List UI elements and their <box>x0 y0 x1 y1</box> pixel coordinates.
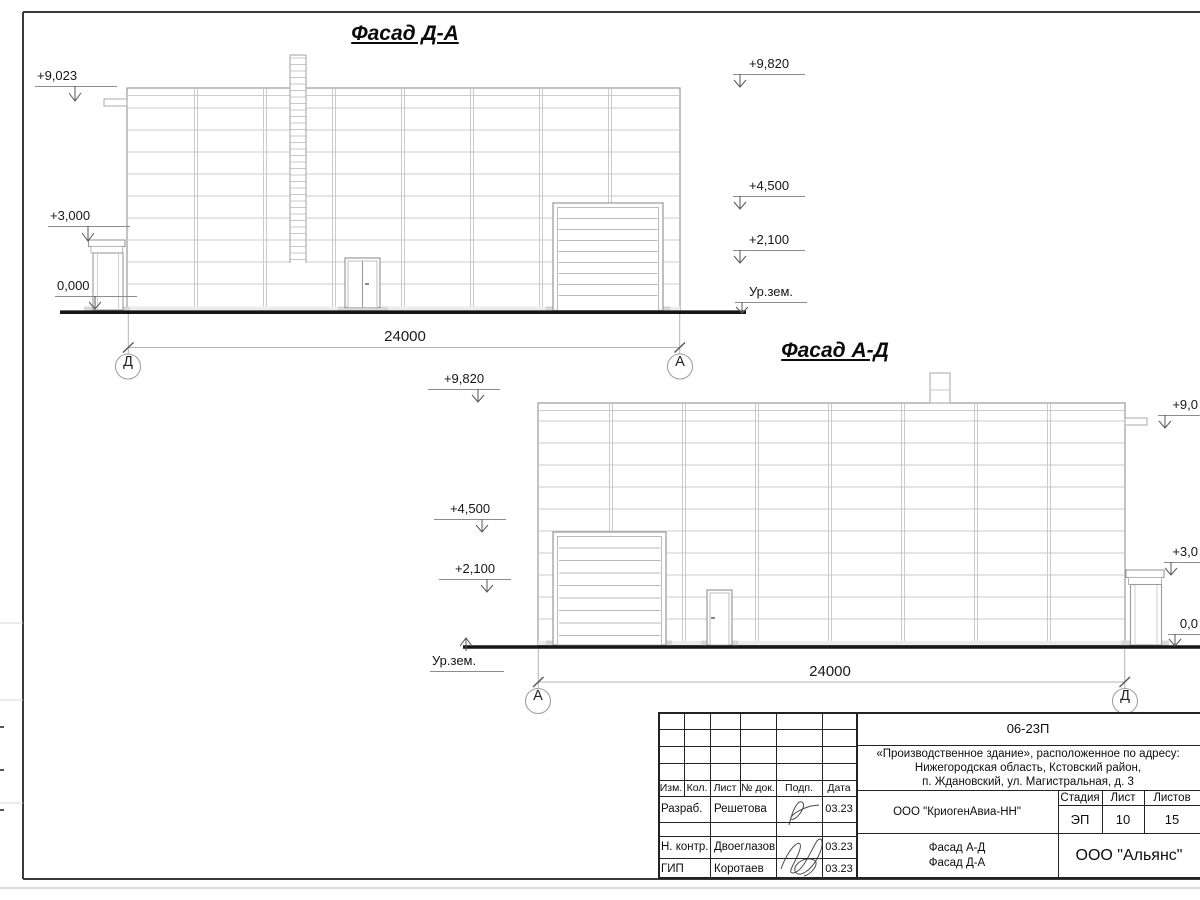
title-block-line <box>658 763 856 764</box>
role-gip: ГИП <box>661 862 684 875</box>
elevation-mark <box>428 369 500 390</box>
level-arrow-icon <box>1158 415 1172 429</box>
elevation-mark <box>55 276 137 297</box>
elevation-mark <box>1164 542 1200 563</box>
level-arrow-icon <box>480 579 494 593</box>
elevation-mark <box>430 651 504 672</box>
axis-marker-a: А <box>533 688 543 704</box>
title-block-line <box>658 746 856 747</box>
dimension-label: 24000 <box>809 663 851 680</box>
col-header-izm: Изм. <box>659 782 683 794</box>
entrance-door <box>707 590 732 645</box>
elevation-mark <box>35 66 117 87</box>
stage-label: Стадия <box>1060 791 1100 804</box>
project-address-line1: «Производственное здание», расположенное по адресу: <box>876 748 1180 760</box>
elevation-mark <box>434 499 506 520</box>
elevation-value: +2,100 <box>454 561 496 576</box>
project-address-line2: Нижегородская область, Кстовский район, <box>914 762 1142 774</box>
elevation-value: +9,023 <box>37 68 78 83</box>
elevation-mark <box>439 559 511 580</box>
level-arrow-icon <box>733 74 747 88</box>
elevation-mark <box>733 230 805 251</box>
garage-door <box>553 532 666 645</box>
elevation-value: +9,0 <box>1172 397 1198 412</box>
elevation-value: Ур.зем. <box>748 284 794 299</box>
elevation-value: 0,0 <box>1179 616 1198 631</box>
project-code: 06-23П <box>1006 721 1050 736</box>
facade-da-title: Фасад Д-А <box>351 22 459 45</box>
design-company: ООО "КриогенАвиа-НН" <box>893 805 1021 818</box>
elevation-mark <box>735 282 807 303</box>
project-address <box>856 745 1200 792</box>
ladder-body <box>290 55 306 263</box>
title-block-line <box>658 729 856 730</box>
drawing-name <box>856 833 1058 887</box>
level-arrow-icon <box>735 302 749 314</box>
elevation-mark <box>48 206 130 227</box>
dimension-label: 24000 <box>384 328 426 345</box>
role-razrab: Разраб. <box>661 803 703 815</box>
level-arrow-icon <box>471 389 485 403</box>
level-arrow-icon <box>1168 634 1182 647</box>
elevation-mark <box>733 176 805 197</box>
axis-marker-a: А <box>675 353 685 370</box>
elevation-value: +9,820 <box>748 56 790 71</box>
facade-ad-title: Фасад А-Д <box>781 339 889 362</box>
title-block-line <box>658 822 856 823</box>
sheets-label: Листов <box>1153 791 1191 804</box>
title-block <box>658 712 1200 879</box>
entrance-door <box>345 258 380 308</box>
axis-marker-d: Д <box>123 353 133 370</box>
level-arrow-icon <box>459 638 473 651</box>
name-nkontr: Двоеглазов <box>714 841 776 853</box>
axis-marker-d: Д <box>1120 688 1130 704</box>
gutter-ledge <box>1125 418 1147 425</box>
level-arrow-icon <box>88 296 102 310</box>
elevation-value: +9,820 <box>443 371 485 386</box>
elevation-value: +4,500 <box>449 501 491 516</box>
sheet-label: Лист <box>1110 791 1136 804</box>
elevation-mark <box>1168 614 1200 635</box>
col-header-podp: Подп. <box>785 782 813 794</box>
name-gip: Коротаев <box>714 862 764 875</box>
col-header-data: Дата <box>827 782 851 794</box>
elevation-value: +4,500 <box>748 178 790 193</box>
level-arrow-icon <box>81 226 95 242</box>
drawing-name-line2: Фасад Д-А <box>928 857 986 869</box>
col-header-kol: Кол. <box>686 782 708 794</box>
stage-value: ЭП <box>1070 811 1090 827</box>
gutter-ledge <box>104 99 127 106</box>
elevation-value: +3,0 <box>1172 544 1198 559</box>
level-arrow-icon <box>475 519 489 533</box>
level-arrow-icon <box>68 86 82 102</box>
elevation-mark <box>733 54 805 75</box>
right-annex <box>1126 570 1164 645</box>
col-header-list: Лист <box>713 782 737 794</box>
elevation-value: Ур.зем. <box>432 653 477 668</box>
sheet-value: 10 <box>1115 811 1131 827</box>
level-arrow-icon <box>733 196 747 210</box>
drawing-name-line1: Фасад А-Д <box>928 842 986 854</box>
level-arrow-icon <box>1164 562 1178 576</box>
elevation-value: +3,000 <box>50 208 91 223</box>
date-nkontr: 03.23 <box>825 841 853 853</box>
role-nkontr: Н. контр. <box>661 841 709 853</box>
date-gip: 03.23 <box>825 862 853 875</box>
col-header-ndok: № док. <box>741 782 775 794</box>
elevation-value: 0,000 <box>57 278 90 293</box>
sheets-value: 15 <box>1164 811 1180 827</box>
garage-door <box>553 203 663 311</box>
date-razrab: 03.23 <box>825 803 853 815</box>
client-org: ООО "Альянс" <box>1075 847 1183 864</box>
level-arrow-icon <box>733 250 747 264</box>
elevation-mark <box>1158 395 1200 416</box>
name-razrab: Решетова <box>714 803 767 815</box>
project-address-line3: п. Ждановский, ул. Магистральная, д. 3 <box>922 776 1134 788</box>
elevation-value: +2,100 <box>748 232 790 247</box>
roof-vent <box>930 373 950 403</box>
